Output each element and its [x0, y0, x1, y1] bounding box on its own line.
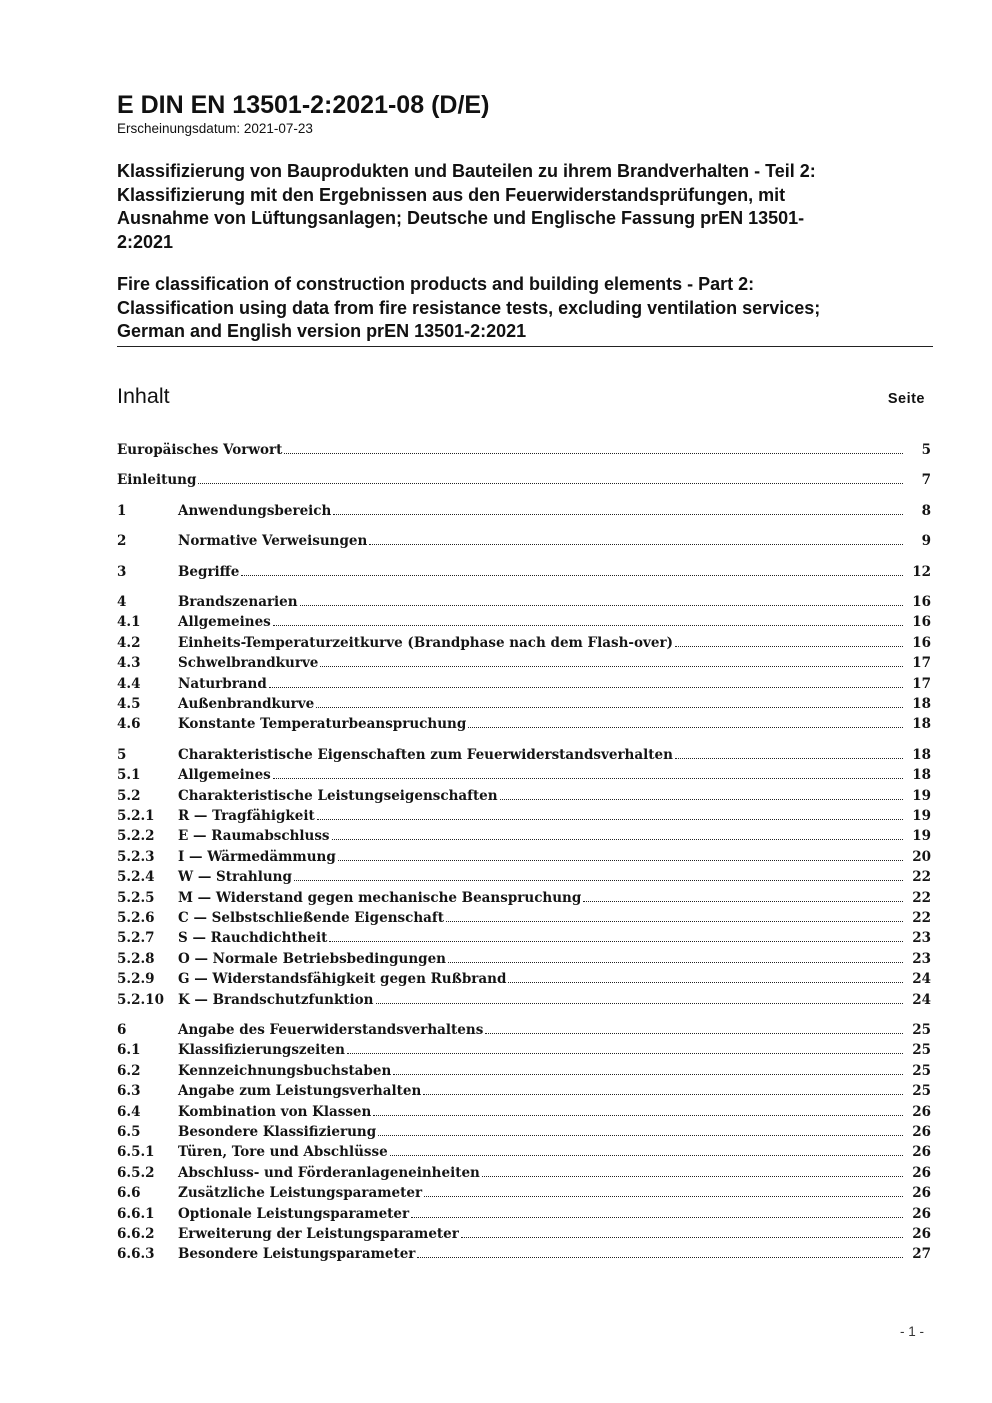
toc-entry-title: Schwelbrandkurve: [178, 655, 319, 672]
toc-entry-page: 5: [921, 442, 931, 458]
toc-entry-page: 12: [912, 563, 931, 580]
toc-entry-page: 20: [912, 848, 931, 865]
toc-entry-title: Allgemeines: [178, 614, 271, 631]
toc-entry[interactable]: [117, 1020, 931, 1040]
toc-entry-page: 27: [912, 1246, 931, 1263]
toc-entry-page: 22: [912, 910, 931, 926]
toc-entry-page: 26: [912, 1164, 931, 1181]
toc-leader-dots: [485, 1033, 903, 1034]
toc-leader-dots: [482, 1176, 903, 1177]
toc-entry-page: 22: [912, 869, 931, 886]
toc-entry-number: 5.2.2: [117, 828, 155, 845]
toc-entry-page: 8: [921, 502, 931, 519]
toc-entry-number: 4.4: [117, 675, 141, 692]
title-german-line: Klassifizierung von Bauprodukten und Bauteilen zu ihrem Brandverhalten - Teil 2:: [117, 161, 816, 181]
toc-entry-page: 26: [912, 1144, 931, 1161]
toc-leader-dots: [393, 1074, 903, 1075]
toc-leader-dots: [369, 544, 903, 545]
toc-entry-number: 6.4: [117, 1103, 141, 1120]
toc-leader-dots: [198, 483, 903, 484]
toc-entry-number: 4.1: [117, 614, 141, 631]
toc-entry-number: 5.2: [117, 787, 141, 804]
toc-entry-page: 16: [912, 594, 931, 610]
toc-leader-dots: [411, 1217, 903, 1218]
toc-leader-dots: [300, 605, 903, 606]
toc-entry[interactable]: [117, 1244, 931, 1264]
toc-leader-dots: [448, 962, 903, 963]
toc-leader-dots: [373, 1115, 903, 1116]
toc-entry-title: Abschluss- und Förderanlageneinheiten: [178, 1164, 480, 1181]
toc-entry-title: Außenbrandkurve: [178, 696, 315, 712]
toc-entry-title: Angabe des Feuerwiderstandsverhaltens: [178, 1022, 484, 1038]
toc-leader-dots: [273, 625, 903, 626]
toc-entry-number: 4.3: [117, 655, 141, 672]
toc-entry-title: Konstante Temperaturbeanspruchung: [178, 716, 467, 733]
toc-entry-title: Allgemeines: [178, 767, 271, 784]
toc-leader-dots: [284, 453, 903, 454]
toc-entry-page: 7: [921, 472, 931, 489]
toc-entry[interactable]: [117, 928, 931, 948]
toc-leader-dots: [376, 1003, 903, 1004]
toc-leader-dots: [461, 1237, 903, 1238]
toc-entry-number: 6.5: [117, 1124, 141, 1140]
toc-leader-dots: [338, 860, 903, 861]
toc-entry-number: 4.5: [117, 696, 141, 712]
toc-entry-number: 5.2.5: [117, 889, 155, 906]
toc-entry[interactable]: [117, 867, 931, 887]
title-german-line: 2:2021: [117, 231, 174, 252]
toc-entry-page: 18: [912, 716, 931, 733]
toc-leader-dots: [390, 1155, 903, 1156]
toc-entry[interactable]: [117, 612, 931, 632]
toc-entry[interactable]: [117, 1224, 931, 1244]
toc-entry-page: 18: [912, 696, 931, 712]
toc-entry[interactable]: [117, 1163, 931, 1183]
toc-entry-title: Charakteristische Leistungseigenschaften: [178, 787, 498, 804]
toc-entry[interactable]: [117, 694, 931, 714]
toc-leader-dots: [417, 1257, 903, 1258]
toc-entry-page: 26: [912, 1185, 931, 1202]
toc-entry-title: Einheits-Temperaturzeitkurve (Brandphase nach dem Flash-over): [178, 634, 673, 651]
toc-entry-number: 5.1: [117, 767, 141, 784]
toc-entry[interactable]: [117, 470, 931, 490]
toc-entry-title: Klassifizierungszeiten: [178, 1042, 345, 1059]
toc-entry-number: 6.1: [117, 1042, 141, 1059]
toc-entry-title: Kombination von Klassen: [178, 1103, 372, 1120]
toc-entry-page: 18: [912, 746, 931, 763]
toc-entry-number: 4.6: [117, 716, 141, 733]
toc-entry-page: 18: [912, 767, 931, 784]
toc-entry-number: 6.2: [117, 1062, 141, 1079]
toc-entry-title: Charakteristische Eigenschaften zum Feuerwiderstandsverhalten: [178, 746, 673, 763]
toc-entry-number: 6.6.3: [117, 1246, 155, 1263]
toc-entry-page: 25: [912, 1062, 931, 1079]
toc-entry-number: 5.2.4: [117, 869, 155, 886]
toc-entry-number: 6.6.1: [117, 1205, 155, 1222]
toc-entry-page: 25: [912, 1083, 931, 1100]
toc-entry[interactable]: [117, 765, 931, 785]
toc-entry-title: Türen, Tore und Abschlüsse: [178, 1144, 388, 1161]
toc-leader-dots: [333, 514, 903, 515]
document-header: [117, 90, 933, 347]
toc-entry[interactable]: [117, 1061, 931, 1081]
toc-entry[interactable]: [117, 888, 931, 908]
toc-leader-dots: [241, 575, 903, 576]
toc-entry[interactable]: [117, 531, 931, 551]
toc-leader-dots: [317, 819, 903, 820]
toc-entry-page: 9: [921, 533, 931, 550]
toc-entry-number: 6: [117, 1022, 127, 1038]
toc-leader-dots: [269, 687, 903, 688]
page-number: - 1 -: [900, 1324, 925, 1339]
toc-entry-page: 22: [912, 889, 931, 906]
toc-entry-number: 6.5.2: [117, 1164, 155, 1181]
toc-entry-page: 17: [912, 655, 931, 672]
toc-leader-dots: [347, 1053, 903, 1054]
toc-entry[interactable]: [117, 1081, 931, 1101]
toc-entry-number: 4.2: [117, 634, 141, 651]
toc-entry-page: 19: [912, 808, 931, 824]
toc-entry-page: 26: [912, 1124, 931, 1140]
toc-leader-dots: [500, 799, 903, 800]
toc-entry-title: E — Raumabschluss: [178, 828, 330, 845]
toc-entry-page: 26: [912, 1205, 931, 1222]
toc-entry[interactable]: [117, 1183, 931, 1203]
toc-entry-title: M — Widerstand gegen mechanische Beanspruchung: [178, 889, 582, 906]
toc-entry-title: Europäisches Vorwort: [117, 442, 283, 458]
toc-entry-title: K — Brandschutzfunktion: [178, 991, 374, 1008]
toc-entry[interactable]: [117, 562, 931, 582]
toc-title: Inhalt: [117, 384, 170, 408]
toc-entry-title: Optionale Leistungsparameter: [178, 1205, 410, 1222]
toc-entry-title: S — Rauchdichtheit: [178, 930, 328, 947]
toc-entry-title: W — Strahlung: [178, 869, 292, 886]
toc-entry[interactable]: [117, 714, 931, 734]
toc-entry-number: 6.3: [117, 1083, 141, 1100]
toc-leader-dots: [423, 1094, 903, 1095]
toc-entry-page: 17: [912, 675, 931, 692]
toc-entry-number: 5.2.1: [117, 808, 155, 824]
toc-entry-number: 6.5.1: [117, 1144, 155, 1161]
toc-entry[interactable]: [117, 806, 931, 826]
toc-entry-page: 23: [912, 930, 931, 947]
title-german-line: Klassifizierung mit den Ergebnissen aus den Feuerwiderstandsprüfungen, mit: [117, 184, 786, 205]
toc-entry[interactable]: [117, 969, 931, 989]
toc-entry[interactable]: [117, 826, 931, 846]
toc-entry-page: 26: [912, 1103, 931, 1120]
toc-entry-title: I — Wärmedämmung: [178, 848, 336, 865]
toc-entry[interactable]: [117, 745, 931, 765]
toc-leader-dots: [294, 880, 903, 881]
toc-entry[interactable]: [117, 440, 931, 460]
toc-entry-title: O — Normale Betriebsbedingungen: [178, 950, 446, 967]
toc-entry-page: 23: [912, 950, 931, 967]
toc-entry-number: 4: [117, 594, 127, 610]
toc-leader-dots: [378, 1135, 903, 1136]
toc-entry-title: Brandszenarien: [178, 594, 298, 610]
toc-entry-title: Besondere Leistungsparameter: [178, 1246, 416, 1263]
toc-entry-number: 1: [117, 502, 127, 519]
toc-entry-title: Erweiterung der Leistungsparameter: [178, 1226, 459, 1242]
toc-entry[interactable]: [117, 1102, 931, 1122]
toc-entry-page: 24: [912, 971, 931, 988]
title-german: [117, 160, 933, 254]
title-english: [117, 273, 933, 347]
toc-entry-title: Normative Verweisungen: [178, 533, 368, 550]
toc-leader-dots: [329, 941, 903, 942]
toc-entry-page: 25: [912, 1042, 931, 1059]
toc-entry-title: R — Tragfähigkeit: [178, 808, 315, 824]
toc-entry-number: 6.6.2: [117, 1226, 155, 1242]
title-english-line: Fire classification of construction products and building elements - Part 2:: [117, 274, 755, 294]
toc-entry-page: 26: [912, 1226, 931, 1242]
title-german-line: Ausnahme von Lüftungsanlagen; Deutsche und Englische Fassung prEN 13501-: [117, 208, 805, 228]
toc-entry-number: 5.2.7: [117, 930, 155, 947]
toc-entry-page: 16: [912, 614, 931, 631]
toc-leader-dots: [273, 778, 903, 779]
toc-entry[interactable]: [117, 1204, 931, 1224]
toc-entry[interactable]: [117, 908, 931, 928]
toc-entry-number: 5.2.3: [117, 848, 155, 865]
toc-entry-page: 25: [912, 1022, 931, 1038]
toc-leader-dots: [316, 707, 903, 708]
toc-entry[interactable]: [117, 1142, 931, 1162]
toc-leader-dots: [424, 1196, 903, 1197]
toc-entry-title: Besondere Klassifizierung: [178, 1124, 377, 1140]
toc-leader-dots: [675, 646, 903, 647]
toc-entry[interactable]: [117, 847, 931, 867]
toc-entry[interactable]: [117, 990, 931, 1010]
toc-entry-number: 5.2.6: [117, 910, 155, 926]
publication-date: Erscheinungsdatum: 2021-07-23: [117, 121, 313, 136]
toc-entry-title: G — Widerstandsfähigkeit gegen Rußbrand: [178, 971, 507, 988]
toc-entry-title: Kennzeichnungsbuchstaben: [178, 1062, 392, 1079]
toc-leader-dots: [675, 758, 903, 759]
toc-entry-page: 24: [912, 991, 931, 1008]
title-english-line: German and English version prEN 13501-2:2021: [117, 321, 527, 341]
toc-entry[interactable]: [117, 1040, 931, 1060]
toc-leader-dots: [508, 982, 903, 983]
toc-entry-title: Anwendungsbereich: [178, 502, 332, 519]
toc-entry[interactable]: [117, 1122, 931, 1142]
toc-entry-page: 19: [912, 828, 931, 845]
toc-entry-number: 5.2.10: [117, 991, 164, 1008]
toc-entry-title: Zusätzliche Leistungsparameter: [178, 1185, 423, 1202]
toc-entry-title: Einleitung: [117, 472, 197, 489]
toc-entry[interactable]: [117, 592, 931, 612]
toc-leader-dots: [320, 666, 903, 667]
toc-leader-dots: [332, 839, 903, 840]
toc-entry[interactable]: [117, 633, 931, 653]
toc-entry-page: 16: [912, 634, 931, 651]
toc-entry-number: 3: [117, 563, 127, 580]
toc-entry-number: 5: [117, 746, 127, 763]
toc-entry[interactable]: [117, 786, 931, 806]
toc-entry-title: Begriffe: [178, 563, 240, 580]
toc-entry-title: C — Selbstschließende Eigenschaft: [178, 910, 444, 926]
toc-entry[interactable]: [117, 949, 931, 969]
document-id: E DIN EN 13501-2:2021-08 (D/E): [117, 91, 490, 119]
toc-entry-number: 5.2.9: [117, 971, 155, 988]
toc-leader-dots: [446, 921, 903, 922]
toc-entry-number: 2: [117, 533, 127, 550]
toc-entry-number: 6.6: [117, 1185, 141, 1202]
toc-page-column-label: Seite: [887, 391, 925, 407]
toc-entry-number: 5.2.8: [117, 950, 155, 967]
toc-entry-title: Naturbrand: [178, 675, 267, 692]
toc-entry[interactable]: [117, 501, 931, 521]
toc-entry[interactable]: [117, 653, 931, 673]
toc-leader-dots: [468, 727, 903, 728]
toc-entry-title: Angabe zum Leistungsverhalten: [178, 1083, 422, 1100]
title-english-line: Classification using data from fire resistance tests, excluding ventilation services;: [117, 297, 821, 318]
toc-entry[interactable]: [117, 674, 931, 694]
toc-leader-dots: [583, 901, 903, 902]
toc-entry-page: 19: [912, 787, 931, 804]
